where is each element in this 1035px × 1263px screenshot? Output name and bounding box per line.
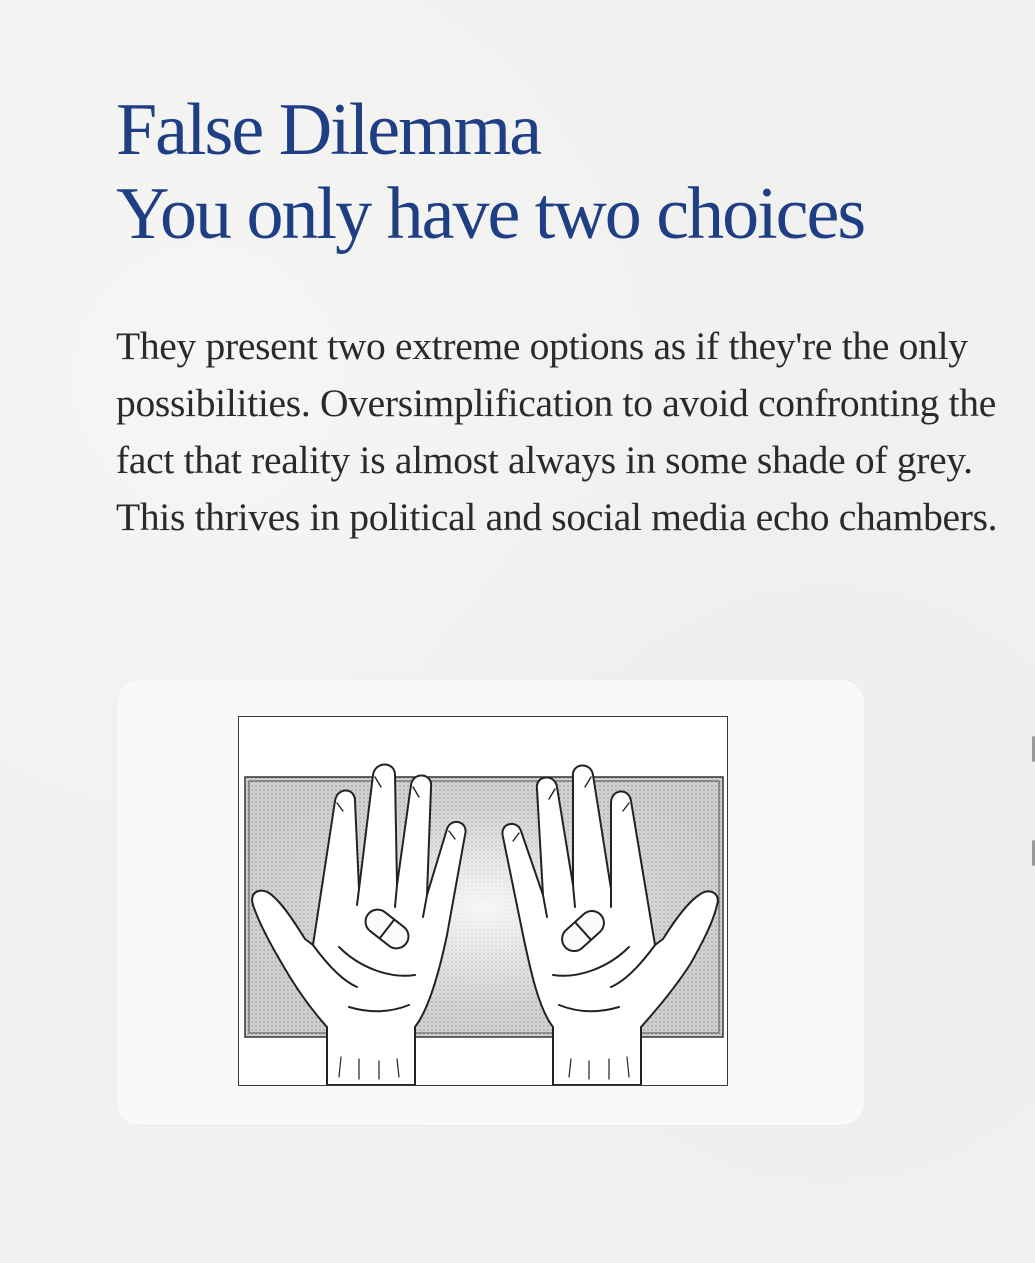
- illustration-frame: [238, 716, 728, 1086]
- two-open-hands-holding-pills-icon: [239, 717, 727, 1085]
- title-line-1: False Dilemma: [116, 89, 541, 171]
- page-title: [116, 88, 864, 256]
- title-line-2: You only have two choices: [116, 173, 865, 255]
- description-paragraph: They present two extreme options as if they're the only possibilities. Oversimplification to avoid confronting the fact that reality is almost always in some shade of grey. This thrives in political and social media echo chambers.: [116, 324, 998, 539]
